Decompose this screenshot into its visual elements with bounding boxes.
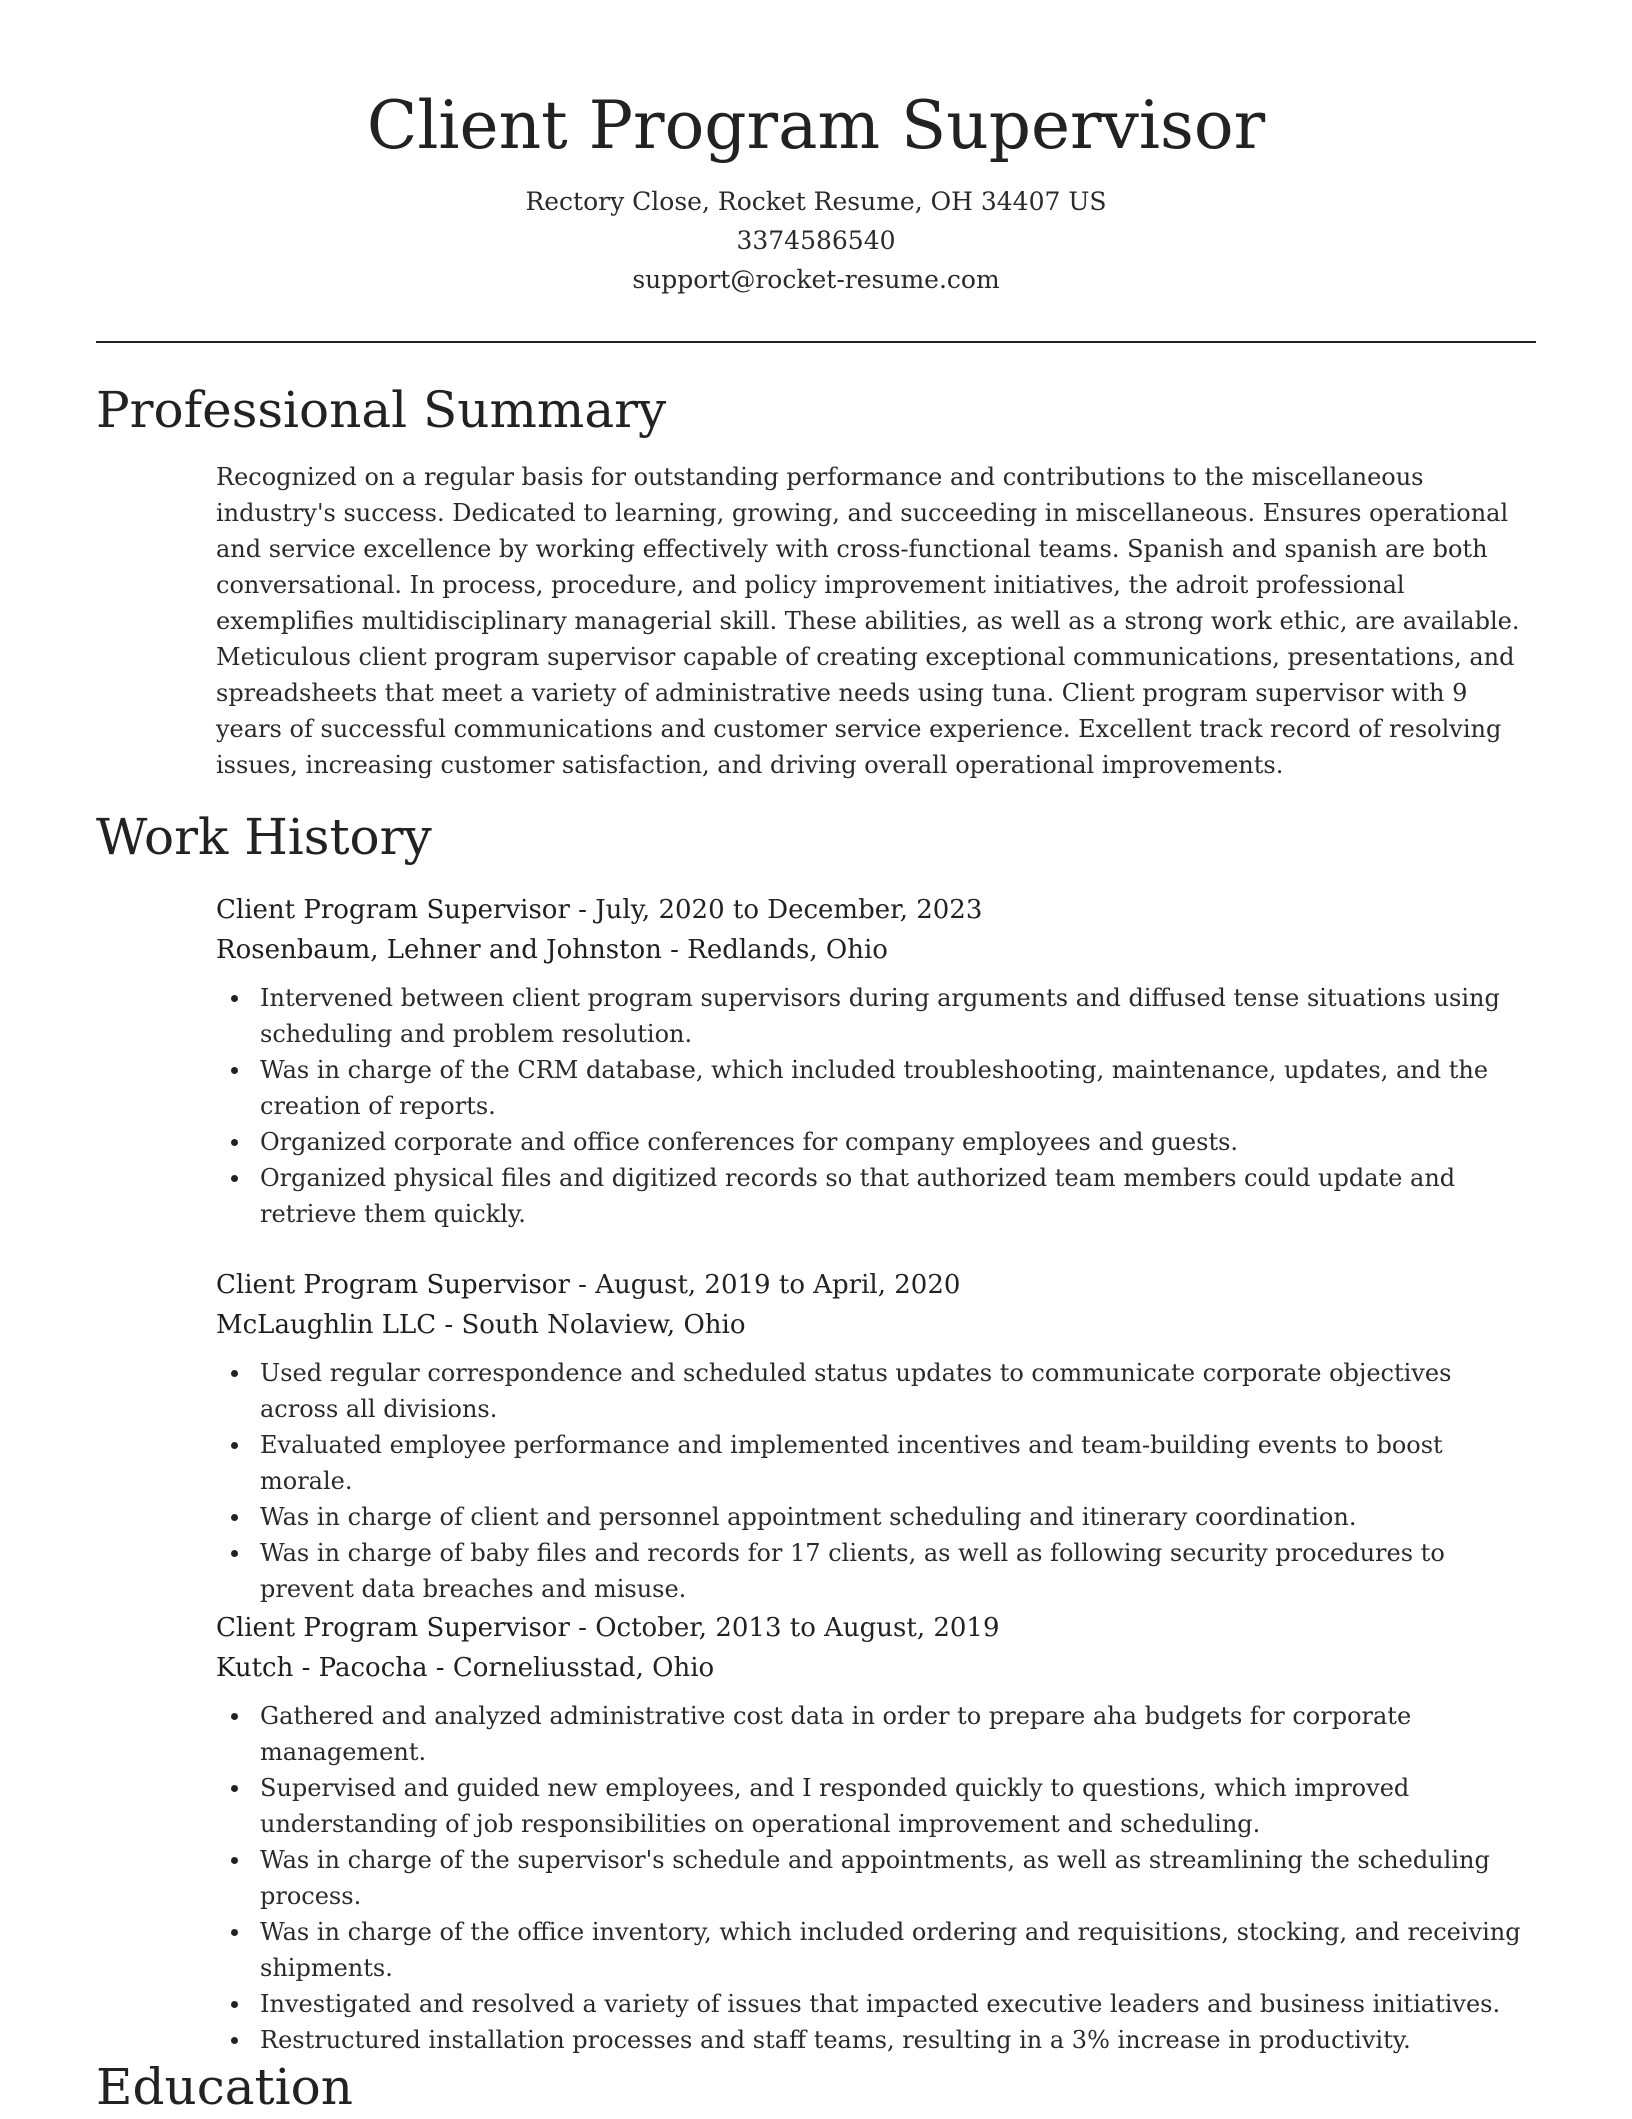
job-bullet: Was in charge of the supervisor's schedule and appointments, as well as streamlining the scheduling process. bbox=[216, 1842, 1536, 1914]
job-title: Client Program Supervisor bbox=[216, 1613, 570, 1643]
job-title-line bbox=[216, 1265, 1536, 1305]
job-bullet: Gathered and analyzed administrative cost data in order to prepare aha budgets for corporate management. bbox=[216, 1698, 1536, 1770]
job-company-line bbox=[216, 1648, 1536, 1688]
job-bullet: Was in charge of client and personnel appointment scheduling and itinerary coordination. bbox=[216, 1499, 1536, 1535]
job-entry bbox=[216, 1265, 1536, 1607]
job-dates: - July, 2020 to December, 2023 bbox=[569, 895, 983, 925]
job-bullet: Restructured installation processes and staff teams, resulting in a 3% increase in productivity. bbox=[216, 2022, 1536, 2058]
job-bullet: Investigated and resolved a variety of issues that impacted executive leaders and business initiatives. bbox=[216, 1986, 1536, 2022]
job-title: Client Program Supervisor bbox=[216, 1270, 570, 1300]
job-company: McLaughlin LLC bbox=[216, 1310, 437, 1340]
job-title-line bbox=[216, 890, 1536, 930]
summary-text: Recognized on a regular basis for outstanding performance and contributions to the miscellaneous industry's success. Dedicated to learning, growing, and succeeding in miscellaneous. Ensures operational and service excellence by working effectively with cross-functional teams. Spanish and spanish are both conversational. In process, procedure, and policy improvement initiatives, the adroit professional exemplifies multidisciplinary managerial skill. These abilities, as well as a strong work ethic, are available. Meticulous client program supervisor capable of creating exceptional communications, presentations, and spreadsheets that meet a variety of administrative needs using tuna. Client program supervisor with 9 years of successful communications and customer service experience. Excellent track record of resolving issues, increasing customer satisfaction, and driving overall operational improvements. bbox=[216, 463, 1520, 779]
job-bullet: Organized corporate and office conferences for company employees and guests. bbox=[216, 1124, 1536, 1160]
summary-block bbox=[216, 459, 1536, 783]
job-bullet: Intervened between client program supervisors during arguments and diffused tense situations using scheduling and problem resolution. bbox=[216, 980, 1536, 1052]
job-company: Kutch - Pacocha bbox=[216, 1653, 428, 1683]
job-bullets bbox=[216, 1355, 1536, 1607]
job-bullet: Was in charge of baby files and records for 17 clients, as well as following security procedures to prevent data breaches and misuse. bbox=[216, 1535, 1536, 1607]
job-title-line bbox=[216, 1608, 1536, 1648]
job-entry bbox=[216, 1608, 1536, 2058]
job-bullet: Was in charge of the CRM database, which included troubleshooting, maintenance, updates, and the creation of reports. bbox=[216, 1052, 1536, 1124]
job-entry bbox=[216, 890, 1536, 1232]
job-bullet: Used regular correspondence and scheduled status updates to communicate corporate objectives across all divisions. bbox=[216, 1355, 1536, 1427]
job-company: Rosenbaum, Lehner and Johnston bbox=[216, 935, 662, 965]
job-title: Client Program Supervisor bbox=[216, 895, 570, 925]
section-heading-education: Education bbox=[96, 2058, 353, 2116]
contact-phone: 3374586540 bbox=[736, 226, 896, 255]
job-bullet: Was in charge of the office inventory, which included ordering and requisitions, stocking, and receiving shipments. bbox=[216, 1914, 1536, 1986]
job-bullet: Organized physical files and digitized records so that authorized team members could update and retrieve them quickly. bbox=[216, 1160, 1536, 1232]
resume-header bbox=[0, 0, 1632, 299]
job-bullet: Supervised and guided new employees, and I responded quickly to questions, which improved understanding of job responsibilities on operational improvement and scheduling. bbox=[216, 1770, 1536, 1842]
job-location: - Redlands, Ohio bbox=[661, 935, 888, 965]
contact-info bbox=[0, 182, 1632, 299]
job-company-line bbox=[216, 930, 1536, 970]
contact-address: Rectory Close, Rocket Resume, OH 34407 US bbox=[525, 187, 1107, 216]
candidate-name: Client Program Supervisor bbox=[366, 87, 1266, 164]
job-bullet: Evaluated employee performance and implemented incentives and team-building events to boost morale. bbox=[216, 1427, 1536, 1499]
section-heading-work-history: Work History bbox=[96, 808, 432, 866]
job-bullets bbox=[216, 1698, 1536, 2058]
job-dates: - August, 2019 to April, 2020 bbox=[569, 1270, 961, 1300]
job-location: - Corneliusstad, Ohio bbox=[427, 1653, 715, 1683]
contact-email: support@rocket-resume.com bbox=[632, 265, 1000, 294]
section-heading-summary: Professional Summary bbox=[96, 381, 667, 439]
job-bullets bbox=[216, 980, 1536, 1232]
job-location: - South Nolaview, Ohio bbox=[436, 1310, 746, 1340]
job-company-line bbox=[216, 1305, 1536, 1345]
job-dates: - October, 2013 to August, 2019 bbox=[569, 1613, 1000, 1643]
header-divider bbox=[96, 341, 1536, 343]
